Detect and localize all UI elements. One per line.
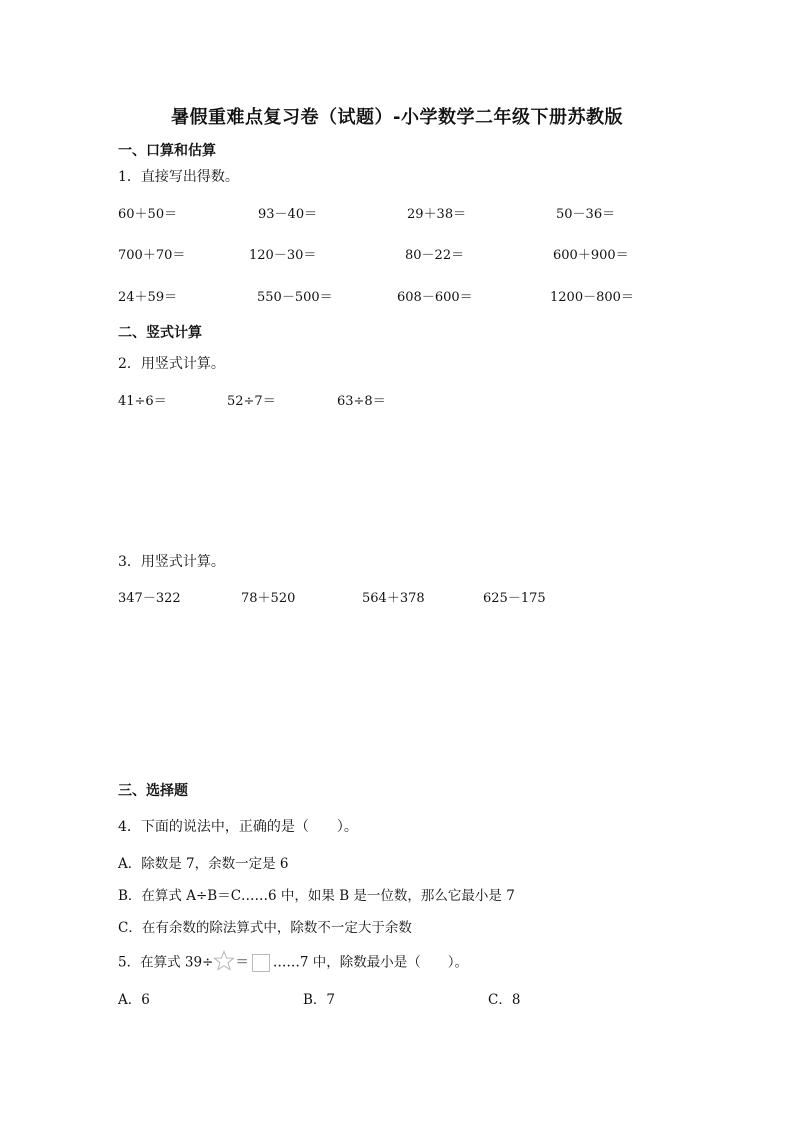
q1-item: 700＋70＝ (118, 248, 186, 263)
q1-item: 93－40＝ (258, 207, 318, 222)
question-3-prompt: 3．用竖式计算。 (118, 554, 225, 570)
q2-item: 63÷8＝ (337, 394, 386, 409)
q4-option-a: A．除数是 7，余数一定是 6 (118, 856, 289, 872)
q5-option-b: B．7 (303, 992, 336, 1008)
section-heading-choice: 三、选择题 (118, 783, 188, 799)
star-icon (213, 950, 235, 976)
q4-option-c: C．在有余数的除法算式中，除数不一定大于余数 (118, 920, 412, 936)
q3-item: 347－322 (118, 591, 181, 606)
q5-prefix: 5．在算式 39÷ (118, 954, 214, 971)
question-1-prompt: 1．直接写出得数。 (118, 169, 239, 185)
question-4-prompt: 4．下面的说法中，正确的是（ ）。 (118, 819, 358, 835)
q1-item: 80－22＝ (405, 248, 465, 263)
q3-item: 564＋378 (362, 591, 425, 606)
blank-box (252, 954, 270, 972)
q1-item: 50－36＝ (556, 207, 616, 222)
section-heading-oral: 一、口算和估算 (118, 143, 216, 159)
q2-item: 52÷7＝ (227, 394, 276, 409)
q1-item: 608－600＝ (397, 290, 473, 305)
q5-option-a: A．6 (118, 992, 150, 1008)
q1-item: 550－500＝ (257, 290, 333, 305)
section-heading-vertical: 二、竖式计算 (118, 325, 202, 341)
q1-item: 1200－800＝ (550, 290, 634, 305)
q5-option-c: C．8 (488, 992, 521, 1008)
page-title: 暑假重难点复习卷（试题）-小学数学二年级下册苏教版 (171, 107, 623, 128)
q4-option-b: B．在算式 A÷B＝C……6 中，如果 B 是一位数，那么它最小是 7 (118, 888, 515, 904)
q1-item: 29＋38＝ (407, 207, 467, 222)
question-5-prompt (118, 950, 468, 976)
q5-suffix: ……7 中，除数最小是（ ）。 (272, 954, 469, 971)
q1-item: 600＋900＝ (553, 248, 629, 263)
q3-item: 625－175 (483, 591, 546, 606)
q1-item: 120－30＝ (249, 248, 317, 263)
q1-item: 60＋50＝ (118, 207, 178, 222)
q3-item: 78＋520 (241, 591, 296, 606)
q1-item: 24＋59＝ (118, 290, 178, 305)
q5-equals: ＝ (235, 954, 249, 971)
question-2-prompt: 2．用竖式计算。 (118, 356, 225, 372)
q2-item: 41÷6＝ (118, 394, 167, 409)
